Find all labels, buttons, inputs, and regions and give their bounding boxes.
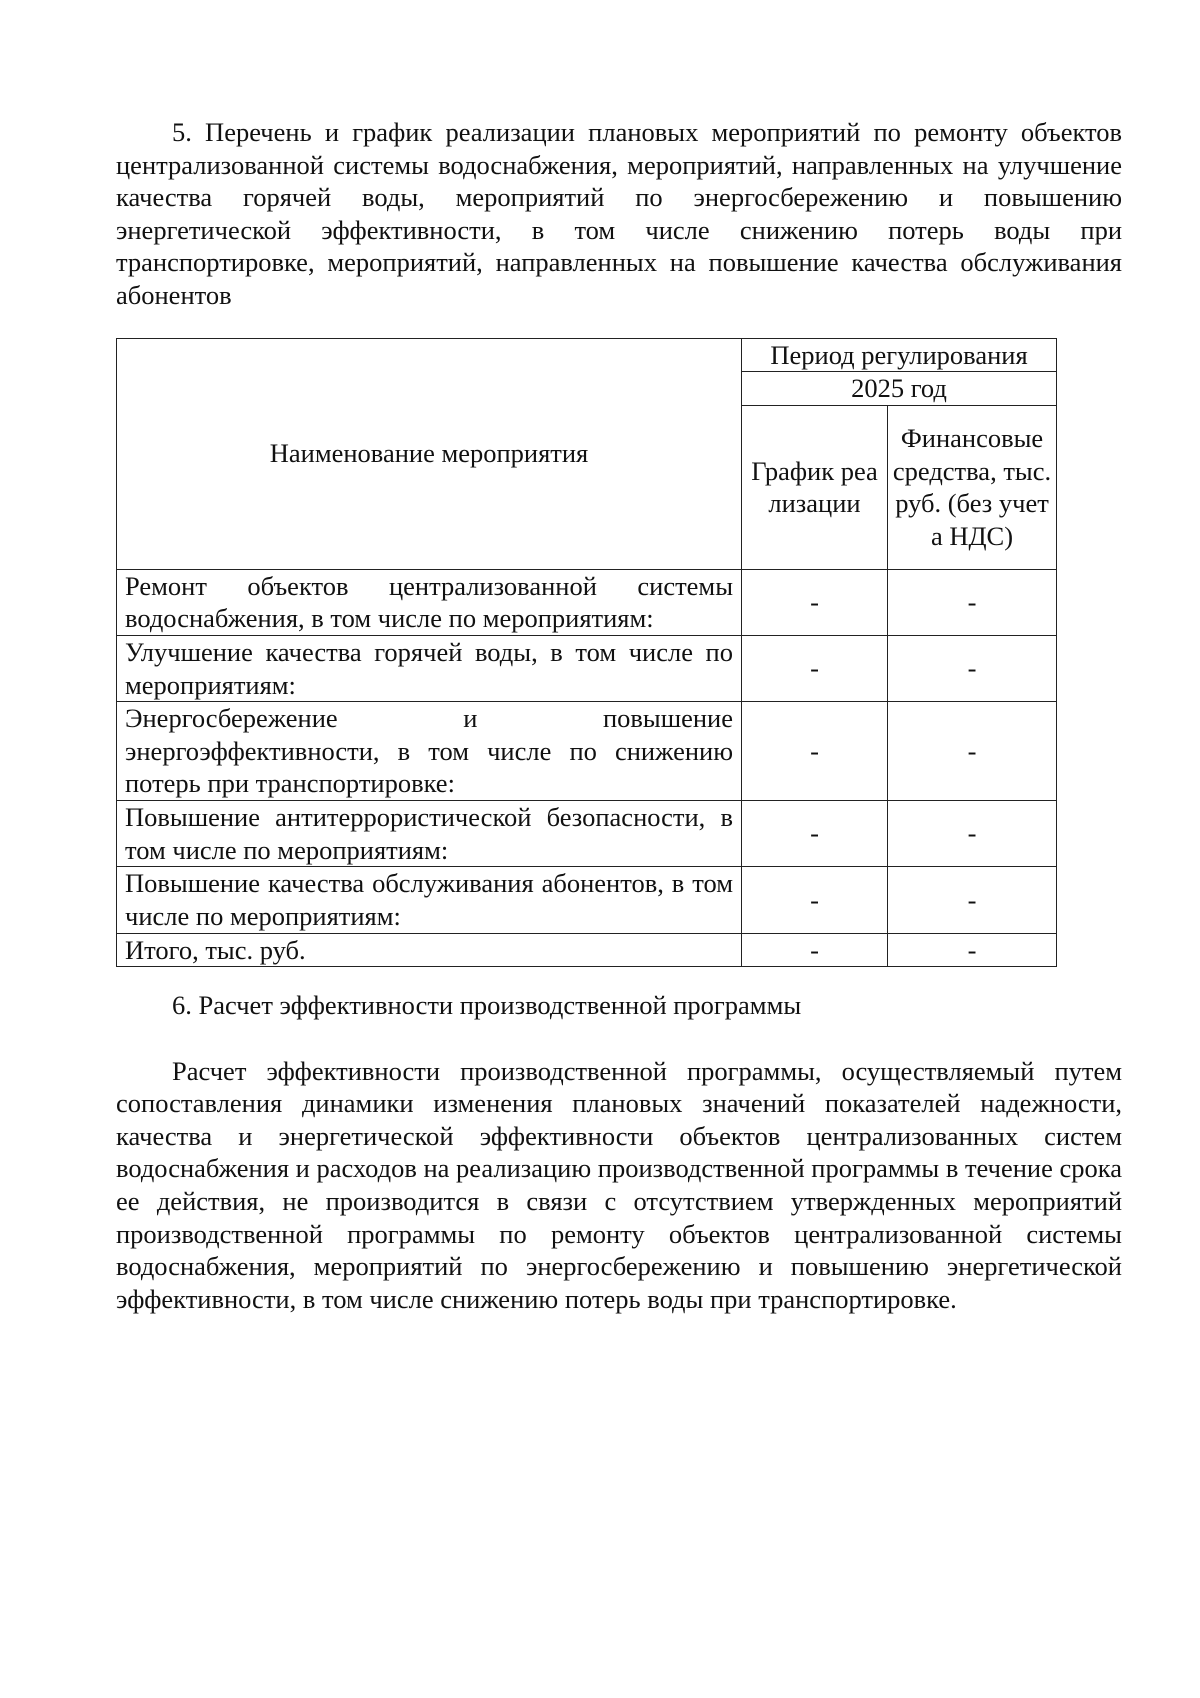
header-period: Период регулирования <box>742 338 1057 372</box>
document-page <box>116 116 1122 1315</box>
row-schedule: - <box>742 933 888 967</box>
row-schedule: - <box>742 702 888 801</box>
row-name: Повышение качества обслуживания абонентов, в том числе по мероприятиям: <box>117 867 742 933</box>
row-name: Улучшение качества горячей воды, в том числе по мероприятиям: <box>117 635 742 701</box>
row-finance: - <box>888 933 1057 967</box>
header-schedule: График реализации <box>742 405 888 569</box>
table-row <box>117 801 1057 867</box>
table-row <box>117 635 1057 701</box>
row-name: Повышение антитеррористической безопасности, в том числе по мероприятиям: <box>117 801 742 867</box>
header-finance: Финансовые средства, тыс. руб. (без учета НДС) <box>888 405 1057 569</box>
row-schedule: - <box>742 569 888 635</box>
row-finance: - <box>888 569 1057 635</box>
header-year: 2025 год <box>742 372 1057 406</box>
table-row-total <box>117 933 1057 967</box>
row-name: Итого, тыс. руб. <box>117 933 742 967</box>
section-5-heading: 5. Перечень и график реализации плановых мероприятий по ремонту объектов централизованной системы водоснабжения, мероприятий, направленных на улучшение качества горячей воды, мероприятий по энергосбережению и повышению энергетической эффективности, в том числе снижению потерь воды при транспортировке, мероприятий, направленных на повышение качества обслуживания абонентов <box>116 117 1122 310</box>
activities-table <box>116 338 1057 968</box>
row-name: Энергосбережение и повышение энергоэффективности, в том числе по снижению потерь при транспортировке: <box>117 702 742 801</box>
table-row <box>117 867 1057 933</box>
table-row <box>117 569 1057 635</box>
header-activity-name: Наименование мероприятия <box>117 338 742 569</box>
section-6-body: Расчет эффективности производственной программы, осуществляемый путем сопоставления динамики изменения плановых значений показателей надежности, качества и энергетической эффективности объектов централизованных систем водоснабжения и расходов на реализацию производственной программы в течение срока ее действия, не производится в связи с отсутствием утвержденных мероприятий производственной программы по ремонту объектов централизованной системы водоснабжения, мероприятий по энергосбережению и повышению энергетической эффективности, в том числе снижению потерь воды при транспортировке. <box>116 1055 1122 1314</box>
row-schedule: - <box>742 635 888 701</box>
row-finance: - <box>888 801 1057 867</box>
row-schedule: - <box>742 801 888 867</box>
row-finance: - <box>888 635 1057 701</box>
row-finance: - <box>888 702 1057 801</box>
section-6-heading: 6. Расчет эффективности производственной программы <box>172 990 802 1021</box>
table-row <box>117 702 1057 801</box>
row-finance: - <box>888 867 1057 933</box>
row-name: Ремонт объектов централизованной системы водоснабжения, в том числе по мероприятиям: <box>117 569 742 635</box>
row-schedule: - <box>742 867 888 933</box>
